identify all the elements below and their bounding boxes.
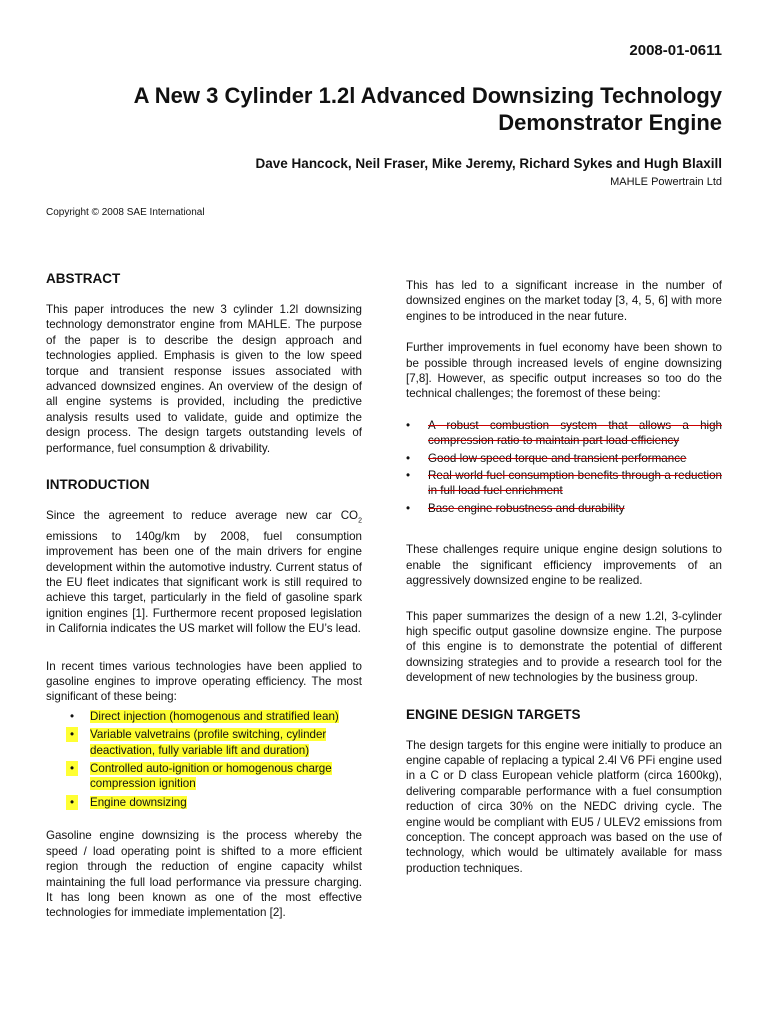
list-item — [406, 468, 722, 499]
bullet-icon: • — [66, 795, 78, 810]
copyright: Copyright © 2008 SAE International — [46, 207, 205, 218]
technology-list — [46, 709, 362, 810]
list-item-text: Real world fuel consumption benefits through a reduction in full load fuel enrichment — [428, 469, 722, 498]
design-targets-heading: ENGINE DESIGN TARGETS — [406, 706, 581, 722]
list-item-text: Direct injection (homogenous and stratified lean) — [90, 709, 339, 723]
abstract-heading: ABSTRACT — [46, 271, 121, 286]
challenge-list — [406, 418, 722, 516]
bullet-icon: • — [66, 727, 78, 742]
bullet-icon: • — [406, 469, 411, 483]
list-item — [46, 709, 362, 724]
list-item-text: Base engine robustness and durability — [428, 501, 625, 515]
list-item-text: Controlled auto-ignition or homogenous charge compression ignition — [90, 762, 332, 791]
paper-title: A New 3 Cylinder 1.2l Advanced Downsizing Technology Demonstrator Engine — [133, 83, 722, 135]
intro-paragraph-1-post: emissions to 140g/km by 2008, fuel consumption improvement has been one of the main drivers for engine development within the automotive industry. Current status of the EU fleet indicates that significant work is still required to achieve this target, particularly in the field of gasoline spark ignition engines [1]. Furthermore recent proposed legislation in California indicates the US market will follow the EU’s lead. — [46, 529, 362, 636]
bullet-icon: • — [406, 418, 411, 432]
list-item-text: A robust combustion system that allows a high compression ratio to maintain part load efficiency — [428, 418, 722, 448]
abstract-text: This paper introduces the new 3 cylinder 1.2l downsizing technology demonstrator engine from MAHLE. The purpose of the paper is to describe the design approach and technologies applied. Emphasis is given to the low speed torque and transient response issues associated with advanced downsized engines. An overview of the design of all engine systems is provided, including the predictive analysis results used to validate, guide and optimize the design process. The design targets outstanding levels of performance, fuel consumption & drivability. — [46, 303, 362, 455]
paper-number: 2008-01-0611 — [629, 42, 722, 59]
list-item — [46, 761, 362, 792]
right-column — [406, 270, 722, 892]
co2-subscript: 2 — [358, 517, 362, 525]
right-paragraph-2: Further improvements in fuel economy have been shown to be possible through increased levels of engine downsizing [7,8]. However, as specific output increases so too do the technical challenges; the foremost of these being: — [406, 341, 722, 401]
list-item — [406, 451, 722, 466]
bullet-icon: • — [406, 451, 411, 465]
list-item — [46, 795, 362, 810]
right-paragraph-1: This has led to a significant increase in the number of downsized engines on the market today [3, 4, 5, 6] with more engines to be introduced in the near future. — [406, 279, 722, 323]
left-column — [46, 270, 362, 937]
list-item-text: Engine downsizing — [90, 795, 187, 809]
intro-paragraph-1 — [46, 508, 362, 637]
bullet-icon: • — [69, 709, 75, 723]
intro-paragraph-2: In recent times various technologies have been applied to gasoline engines to improve operating efficiency. The most significant of these being: — [46, 659, 362, 704]
list-item-text: Variable valvetrains (profile switching, cylinder deactivation, fully variable lift and duration) — [90, 728, 327, 757]
right-paragraph-3: These challenges require unique engine design solutions to enable the significant efficiency improvements of an aggressively downsized engine to be realized. — [406, 543, 722, 588]
introduction-heading: INTRODUCTION — [46, 477, 150, 493]
list-item — [406, 501, 722, 516]
right-paragraph-5: The design targets for this engine were initially to produce an engine capable of replacing a typical 2.4l V6 PFi engine used in a C or D class European vehicle platform (circa 1600kg), delivering comparable performance with a fuel consumption reduction of circa 30% on the NEDC driving cycle. The engine would be compliant with EU5 / ULEV2 emissions from conception. The concept approach was based on the use of technology, which would be ultimately available for mass production techniques. — [406, 738, 722, 875]
list-item-text: Good low speed torque and transient performance — [428, 451, 687, 465]
bullet-icon: • — [406, 501, 411, 515]
list-item — [406, 418, 722, 449]
list-item — [46, 727, 362, 758]
right-paragraph-4: This paper summarizes the design of a new 1.2l, 3-cylinder high specific output gasoline downsize engine. The purpose of this engine is to demonstrate the potential of different downsizing strategies and to provide a research tool for the development of new technologies by the business group. — [406, 609, 722, 685]
affiliation: MAHLE Powertrain Ltd — [610, 176, 722, 188]
intro-paragraph-3: Gasoline engine downsizing is the process whereby the speed / load operating point is shifted to a more efficient region through the reduction of engine capacity whilst maintaining the full load performance via pressure charging. It has long been known as one of the most effective technologies for immediate implementation [2]. — [46, 829, 362, 920]
authors: Dave Hancock, Neil Fraser, Mike Jeremy, Richard Sykes and Hugh Blaxill — [255, 156, 722, 171]
bullet-icon: • — [66, 761, 78, 776]
intro-paragraph-1-pre: Since the agreement to reduce average new car CO — [46, 509, 359, 523]
